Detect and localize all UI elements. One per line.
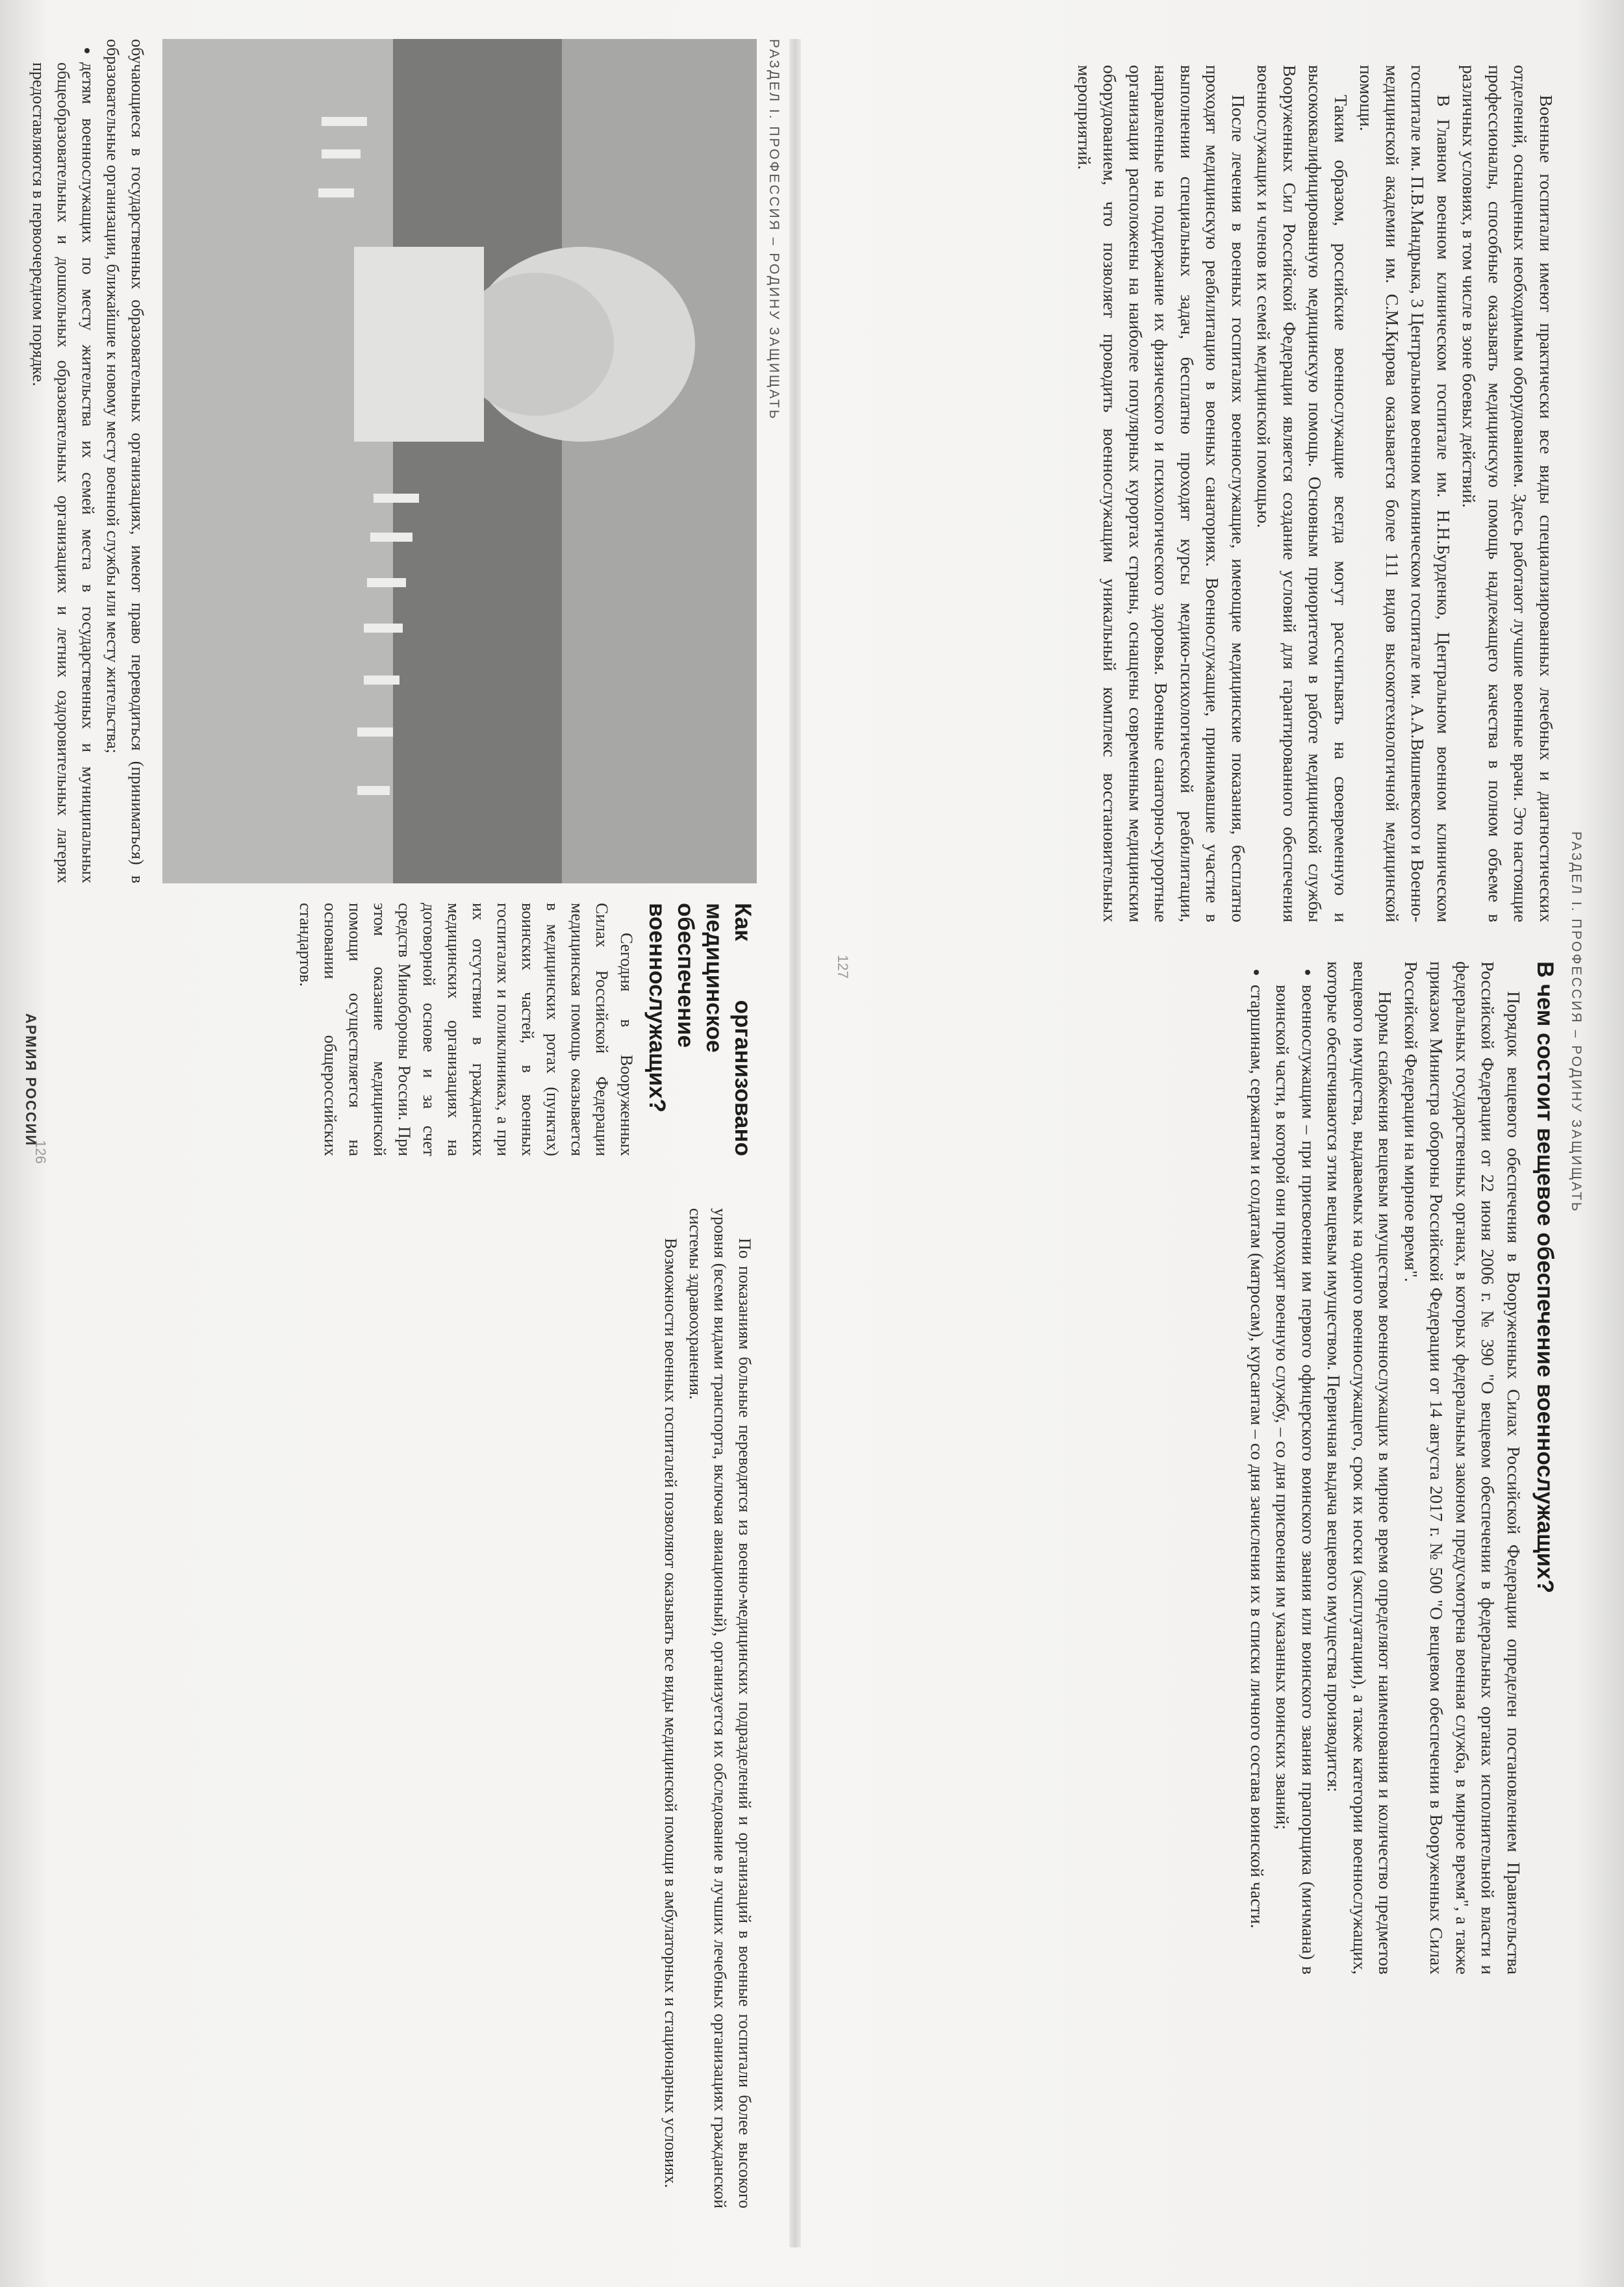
paragraph: Возможности военных госпиталей позволяют оказывать все виды медицинской помощи в амбулаторных и стационарных условиях.	[661, 1238, 680, 2188]
bullet-item: • военнослужащим – при присвоении им первого офицерского воинского звания или воинского звания прапорщика (мичмана) в воинской части, в которой они проходят военную службу, – со дня присвоения им указанных воинских званий;	[1270, 985, 1321, 1975]
right-page-top-column	[1072, 65, 1560, 922]
army-russia-logo: АРМИЯ РОССИИ	[23, 1013, 39, 1147]
running-head: РАЗДЕЛ I. ПРОФЕССИЯ – РОДИНУ ЗАЩИЩАТЬ	[767, 39, 781, 421]
left-page-intro	[26, 39, 149, 883]
running-head: РАЗДЕЛ I. ПРОФЕССИЯ – РОДИНУ ЗАЩИЩАТЬ	[1569, 831, 1584, 1213]
paragraph: Нормы снабжения вещевым имуществом военнослужащих в мирное время определяют наименования и количество предметов вещевого имущества, выдаваемых на одного военнослужащего, срок их носки (эксплуатации), а также категории военнослужащих, которые обеспечиваются этим вещевым имуществом. Первичная выдача вещевого имущества производится:	[1324, 961, 1396, 1975]
paragraph: Военные госпитали имеют практически все виды специализированных лечебных и диагностических отделений, оснащенных необходимым оборудованием. Здесь работают лучшие военные врачи. Это настоящие профессионалы, способные оказывать медицинскую помощь надлежащего качества в полном объеме в различных условиях, в том числе в зоне боевых действий.	[1459, 65, 1556, 922]
photo-image	[162, 39, 757, 883]
paragraph: Сегодня в Вооруженных Силах Российской Федерации медицинская помощь оказывается в медицинских ротах (пунктах) воинских частей, в военных госпиталях и поликлиниках, а при их отсутствии в гражданских медицинских организациях на договорной основе и за счет средств Минобороны России. При этом оказание медицинской помощи осуществляется на основании общероссийских стандартов.	[296, 903, 636, 1156]
section-heading: В чем состоит вещевое обеспечение военнослужащих?	[1532, 961, 1558, 1594]
photo-boy-with-toy-soldiers	[162, 39, 757, 883]
left-page	[16, 26, 783, 1169]
intro-paragraph: обучающиеся в государственных образовательных организациях, имеют право переводиться (приниматься) в образовательные организации, ближайшие к новому месту военной службы или месту жительства;	[103, 39, 147, 883]
paragraph: Порядок вещевого обеспечения в Вооруженных Силах Российской Федерации определен постановлением Правительства Российской Федерации от 22 июня 2006 г. № 390 "О вещевом обеспечении в федеральных органах исполнительной власти и федеральных государственных органах, в которых федеральным законом предусмотрена военная служба, в мирное время", а также приказом Министра обороны Российской Федерации от 14 августа 2017 г. № 500 "О вещевом обеспечении в Вооруженных Силах Российской Федерации на мирное время".	[1401, 961, 1524, 1975]
bullet-item: • старшинам, сержантам и солдатам (матросам), курсантам – со дня зачисления их в списки личного состава воинской части.	[1245, 985, 1271, 1975]
left-page-lower	[16, 1195, 783, 2221]
left-page-lower-text	[658, 1208, 757, 2208]
book-spine	[789, 39, 801, 2247]
right-page-bottom-column	[1245, 961, 1560, 1975]
paragraph: После лечения в военных госпиталях военнослужащие, имеющие медицинские показания, бесплатно проходят медицинскую реабилитацию в военных санаториях. Военнослужащие, принимавшие участие в выполнении специальных задач, бесплатно проходят курсы медико-психологической реабилитации, направленные на поддержание их физического и психологического здоровья. Военные санаторно-курортные организации расположены на наиболее популярных курортах страны, оснащены современным медицинским оборудованием, что позволяет проводить военнослужащим уникальный комплекс восстановительных мероприятий.	[1074, 65, 1249, 922]
bullet-list	[26, 39, 100, 883]
page-number: 127	[835, 955, 851, 979]
bullet-item: • детям военнослужащих по месту жительства их семей места в государственных и муниципальных общеобразовательных и дошкольных образовательных организациях и летних оздоровительных лагерях предоставляются в первоочередном порядке.	[26, 62, 100, 883]
left-page-column	[293, 903, 757, 1156]
right-page	[818, 26, 1585, 2247]
paragraph: По показаниям больные переводятся из военно-медицинских подразделений и организаций в военные госпитали более высокого уровня (всеми видами транспорта, включая авиационный), организуется их обследование в лучших лечебных организациях гражданской системы здравоохранения.	[686, 1208, 754, 2208]
paragraph: В Главном военном клиническом госпитале им. Н.Н.Бурденко, Центральном военном клиническом госпитале им. П.В.Мандрыка, 3 Центральном военном клиническом госпитале им. А.А.Вишневского и Военно-медицинской академии им. С.М.Кирова оказывается более 111 видов высокотехнологичной медицинской помощи.	[1356, 65, 1454, 922]
paragraph: Таким образом, российские военнослужащие всегда могут рассчитывать на своевременную и высококвалифицированную медицинскую помощь. Основным приоритетом в работе медицинской службы Вооруженных Сил Российской Федерации является создание условий для гарантированного обеспечения военнослужащих и членов их семей медицинской помощью.	[1254, 65, 1351, 922]
bullet-list	[1245, 961, 1322, 1975]
page-number: 126	[32, 1140, 49, 1164]
section-heading: Как организовано медицинское обеспечение военнослужащих?	[644, 903, 755, 1156]
